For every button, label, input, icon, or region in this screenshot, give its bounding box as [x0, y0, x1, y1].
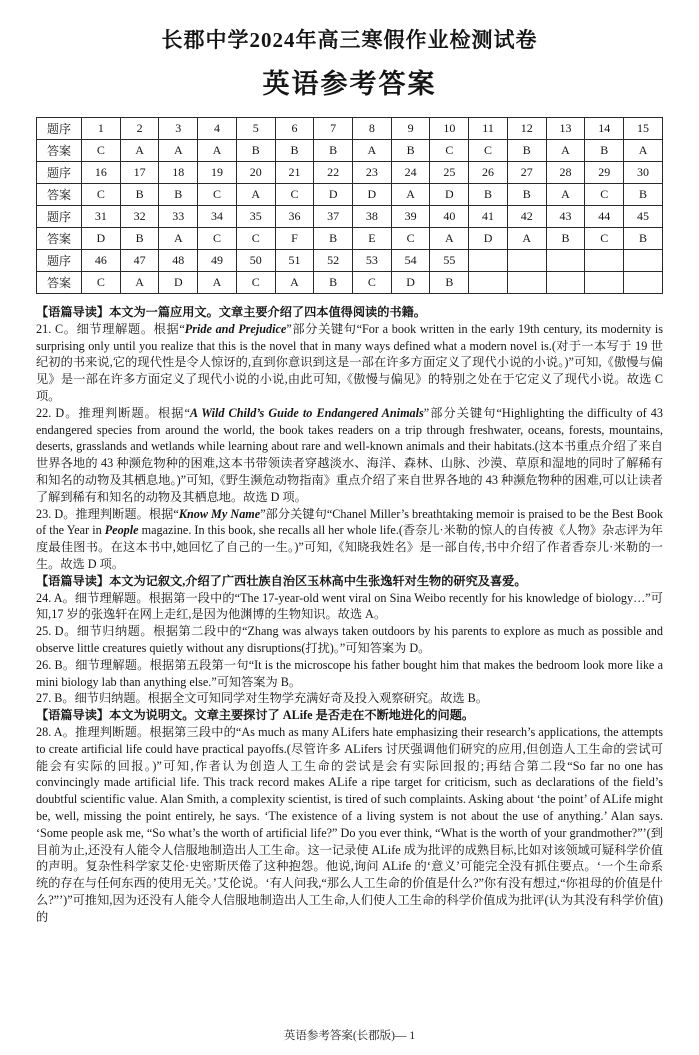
item-25 [36, 623, 663, 657]
question-number-cell: 30 [624, 162, 663, 184]
answer-table-row [37, 250, 663, 272]
answer-cell: B [120, 184, 159, 206]
question-number-cell: 8 [353, 118, 392, 140]
row-label: 答案 [37, 184, 82, 206]
item-27 [36, 690, 663, 707]
explanation-text: 本文为一篇应用文。文章主要介绍了四本值得阅读的书籍。 [109, 305, 426, 319]
answer-table-row [37, 228, 663, 250]
question-number-cell: 45 [624, 206, 663, 228]
answer-cell: A [546, 140, 585, 162]
answer-cell: E [353, 228, 392, 250]
item-22 [36, 405, 663, 506]
question-number-cell: 5 [236, 118, 275, 140]
explanation-text: 【语篇导读】 [36, 573, 110, 588]
item-28 [36, 724, 663, 926]
answer-table-row [37, 206, 663, 228]
question-number-cell: 29 [585, 162, 624, 184]
question-number-cell: 38 [353, 206, 392, 228]
answer-cell: D [159, 272, 198, 294]
question-number-cell: 19 [198, 162, 237, 184]
row-label: 题序 [37, 250, 82, 272]
answer-cell: A [546, 184, 585, 206]
answer-cell: A [236, 184, 275, 206]
answer-cell: C [585, 228, 624, 250]
answer-cell: B [120, 228, 159, 250]
answer-cell: C [585, 184, 624, 206]
row-label: 题序 [37, 118, 82, 140]
answer-cell: C [275, 184, 314, 206]
book-title-text: A Wild Child’s Guide to Endangered Animals [189, 405, 424, 420]
answer-cell: A [275, 272, 314, 294]
explanation-text: 本文为记叙文,介绍了广西壮族自治区玉林高中生张逸轩对生物的研究及喜爱。 [109, 573, 527, 588]
answer-cell: C [82, 184, 121, 206]
page-footer: 英语参考答案(长郡版)— 1 [283, 1030, 416, 1042]
answer-table-row [37, 140, 663, 162]
answer-cell: A [159, 140, 198, 162]
answer-table-row [37, 118, 663, 140]
question-number-cell: 6 [275, 118, 314, 140]
answer-cell: C [430, 140, 469, 162]
passage-intro-3 [36, 707, 663, 724]
answer-cell: B [469, 184, 508, 206]
explanation-text: 24. A。细节理解题。根据第一段中的“The 17-year-old went viral on Sina Weibo recently for his knowledge of biology…”可知,17 岁的张逸轩在网上走红,是因为他渊博的生物知识。故选 A。 [36, 590, 663, 622]
row-label: 题序 [37, 162, 82, 184]
answer-cell: A [391, 184, 430, 206]
question-number-cell: 23 [353, 162, 392, 184]
question-number-cell: 15 [624, 118, 663, 140]
explanation-text: 22. D。推理判断题。根据“ [36, 405, 190, 420]
answer-cell: B [430, 272, 469, 294]
question-number-cell: 22 [314, 162, 353, 184]
answer-cell [585, 272, 624, 294]
answer-cell: F [275, 228, 314, 250]
answer-cell: B [391, 140, 430, 162]
answer-table-row [37, 162, 663, 184]
question-number-cell: 1 [82, 118, 121, 140]
answers-body [36, 304, 663, 925]
answer-cell: B [236, 140, 275, 162]
answer-cell: B [624, 184, 663, 206]
answer-cell: B [546, 228, 585, 250]
question-number-cell: 3 [159, 118, 198, 140]
question-number-cell: 34 [198, 206, 237, 228]
question-number-cell: 18 [159, 162, 198, 184]
question-number-cell: 44 [585, 206, 624, 228]
question-number-cell: 24 [391, 162, 430, 184]
answer-cell: B [314, 228, 353, 250]
book-title-text: Know My Name [178, 506, 261, 521]
row-label: 答案 [37, 272, 82, 294]
explanation-text: magazine. In this book, she recalls all her whole life.(香奈儿·米勒的惊人的自传被《人物》杂志评为年度最佳图书。在这本书中,她回忆了自己的一生。)”可知,《知晓我姓名》是一部自传,书中介绍了作者香奈儿·米勒的一生。故选 D 项。 [36, 523, 663, 571]
explanation-text: 23. D。推理判断题。根据“ [36, 506, 179, 521]
answer-cell: A [353, 140, 392, 162]
answer-cell: D [353, 184, 392, 206]
answer-cell: B [624, 228, 663, 250]
book-title-text: Pride and Prejudice [184, 321, 287, 336]
question-number-cell: 12 [507, 118, 546, 140]
answer-cell [546, 272, 585, 294]
explanation-text: 28. A。推理判断题。根据第三段中的“As much as many ALifers hate emphasizing their research’s applications, the attempts to create artificial life could have practical payoffs.(尽管许多 ALifers 讨厌强调他们研究的应用,但创造人工生命的尝试可能会有实际的回报。)”可知,作者认为创造人工生命的尝试是会有实际回报的;再结合第二段“So far no one has convincingly made artificial life. This track record makes ALife a ripe target for criticism, such as declarations of the field’s doubtful scientific value. Alan Smith, a complexity scientist, is tired of such complaints. Asking about ‘the point’ of ALife might be, well, missing the point entirely, he says. ‘The existence of a living system is not about the use of anything.’ Alan says. ‘Some people ask me, “So what’s the worth of artificial life?” Do you ever think, “What is the worth of your grandmother?”’(到目前为止,还没有人能令人信服地制造出人工生命。这一记录使 ALife 成为批评的成熟目标,比如对该领域可疑科学价值的声明。复杂性科学家艾伦·史密斯厌倦了这种抱怨。他说,询问 ALife 的‘意义’可能完全没有抓住要点。‘一个生命系统的存在与任何东西的使用无关。’艾伦说。‘有人问我,“那么人工生命的价值是什么?”你有没有想过,“你祖母的价值是什么?”’)”可推知,因为还没有人能令人信服地制造出人工生命,人们使人工生命的科学价值成为批评(认为其没有科学价值)的 [36, 724, 663, 924]
question-number-cell: 16 [82, 162, 121, 184]
answer-cell: C [353, 272, 392, 294]
question-number-cell [507, 250, 546, 272]
explanation-text: 27. B。细节归纳题。根据全文可知同学对生物学充满好奇及投入观察研究。故选 B。 [36, 691, 488, 706]
answer-cell [624, 272, 663, 294]
exam-title: 长郡中学2024年高三寒假作业检测试卷 [161, 28, 538, 52]
question-number-cell: 25 [430, 162, 469, 184]
answer-cell: C [391, 228, 430, 250]
question-number-cell [546, 250, 585, 272]
item-23 [36, 506, 663, 573]
answer-cell: A [507, 228, 546, 250]
question-number-cell: 51 [275, 250, 314, 272]
explanation-text: 26. B。细节理解题。根据第五段第一句“It is the microscope his father bought him that makes the bedroom look more like a mini biology lab than anything else.”可知答案为 B。 [36, 657, 663, 689]
explanation-text: ”部分关键句“For a book written in the early 19th century, its modernity is surprising only until you realize that this is the novel that in many ways defined what a modern novel is.(对于一本写于 19 世纪初的书来说,它的现代性是令人惊讶的,直到你意识到这是一部在许多方面定义了现代小说的小说。)”可知,《傲慢与偏见》是一部在许多方面定义了现代小说的小说,由此可知,《傲慢与偏见》的特别之处在于它定义了现代小说。故选 C 项。 [36, 321, 663, 403]
answer-table-body [37, 118, 663, 294]
question-number-cell: 21 [275, 162, 314, 184]
explanation-text: ”部分关键句“Chanel Miller’s breathtaking memoir is praised to be the Best Book of the Year in [36, 506, 663, 538]
answer-cell: C [236, 272, 275, 294]
question-number-cell: 9 [391, 118, 430, 140]
question-number-cell: 47 [120, 250, 159, 272]
question-number-cell: 50 [236, 250, 275, 272]
question-number-cell: 41 [469, 206, 508, 228]
question-number-cell: 20 [236, 162, 275, 184]
question-number-cell: 36 [275, 206, 314, 228]
question-number-cell: 52 [314, 250, 353, 272]
book-title-text: People [104, 523, 139, 538]
question-number-cell: 27 [507, 162, 546, 184]
question-number-cell: 14 [585, 118, 624, 140]
answer-cell: A [120, 140, 159, 162]
answer-cell: C [198, 228, 237, 250]
question-number-cell: 40 [430, 206, 469, 228]
explanation-text: 25. D。细节归纳题。根据第二段中的“Zhang was always taken outdoors by his parents to explore as much as possible and observe little creatures quietly without any disruptions(打扰)。”可知答案为 D。 [36, 624, 663, 655]
question-number-cell [585, 250, 624, 272]
answer-cell: C [82, 140, 121, 162]
question-number-cell: 26 [469, 162, 508, 184]
answer-table [36, 117, 663, 294]
answer-cell: B [507, 184, 546, 206]
question-number-cell [624, 250, 663, 272]
answer-cell: B [314, 272, 353, 294]
explanation-text: 【语篇导读】 [36, 305, 110, 319]
question-number-cell: 37 [314, 206, 353, 228]
answer-cell [469, 272, 508, 294]
question-number-cell: 46 [82, 250, 121, 272]
explanation-text: ”部分关键句“Highlighting the difficulty of 43 endangered species from around the world, the book takes readers on a trip through freshwater, oceans, forests, mountains, deserts, grasslands and wetlands while learning about rare and well-known animals and their habitats.(这本书重点介绍了来自世界各地的 43 种濒危物种的困难,这本书带领读者穿越淡水、海洋、森林、山脉、沙漠、草原和湿地的同时了解稀有和知名的动物及其栖息地。)”可知,《野生濒危动物指南》重点介绍了来自世界各地的 43 种濒危物种的困难,可以让读者了解到稀有和知名的动物及其栖息地。故选 D 项。 [36, 405, 663, 504]
answer-cell: A [624, 140, 663, 162]
row-label: 题序 [37, 206, 82, 228]
answer-cell: C [198, 184, 237, 206]
explanation-text: 本文为说明文。文章主要探讨了 ALife 是否走在不断地进化的问题。 [109, 708, 475, 723]
question-number-cell: 32 [120, 206, 159, 228]
passage-intro-2 [36, 573, 663, 590]
answer-table-row [37, 184, 663, 206]
answer-cell: B [275, 140, 314, 162]
answer-cell: A [198, 272, 237, 294]
answer-cell: D [430, 184, 469, 206]
question-number-cell: 7 [314, 118, 353, 140]
question-number-cell: 54 [391, 250, 430, 272]
answer-cell: A [159, 228, 198, 250]
answer-key-title: 英语参考答案 [262, 69, 437, 99]
answer-cell: D [391, 272, 430, 294]
question-number-cell: 53 [353, 250, 392, 272]
answer-cell: A [430, 228, 469, 250]
question-number-cell: 33 [159, 206, 198, 228]
question-number-cell: 13 [546, 118, 585, 140]
answer-cell: A [198, 140, 237, 162]
answer-cell: C [82, 272, 121, 294]
question-number-cell: 48 [159, 250, 198, 272]
row-label: 答案 [37, 140, 82, 162]
question-number-cell: 43 [546, 206, 585, 228]
answer-cell: D [82, 228, 121, 250]
question-number-cell: 10 [430, 118, 469, 140]
answer-cell: C [469, 140, 508, 162]
answer-cell: D [469, 228, 508, 250]
explanation-text: 【语篇导读】 [36, 708, 110, 723]
answer-cell: D [314, 184, 353, 206]
item-21 [36, 321, 663, 405]
question-number-cell: 31 [82, 206, 121, 228]
question-number-cell: 11 [469, 118, 508, 140]
item-26 [36, 657, 663, 691]
question-number-cell: 49 [198, 250, 237, 272]
question-number-cell [469, 250, 508, 272]
answer-cell: B [159, 184, 198, 206]
question-number-cell: 28 [546, 162, 585, 184]
answer-cell [507, 272, 546, 294]
question-number-cell: 35 [236, 206, 275, 228]
item-24 [36, 590, 663, 624]
answer-cell: A [120, 272, 159, 294]
passage-intro-1 [36, 304, 663, 321]
question-number-cell: 55 [430, 250, 469, 272]
answer-table-row [37, 272, 663, 294]
question-number-cell: 4 [198, 118, 237, 140]
question-number-cell: 39 [391, 206, 430, 228]
explanation-text: 21. C。细节理解题。根据“ [36, 321, 185, 336]
answer-cell: C [236, 228, 275, 250]
row-label: 答案 [37, 228, 82, 250]
answer-cell: B [585, 140, 624, 162]
question-number-cell: 17 [120, 162, 159, 184]
question-number-cell: 42 [507, 206, 546, 228]
answer-cell: B [314, 140, 353, 162]
question-number-cell: 2 [120, 118, 159, 140]
answer-cell: B [507, 140, 546, 162]
